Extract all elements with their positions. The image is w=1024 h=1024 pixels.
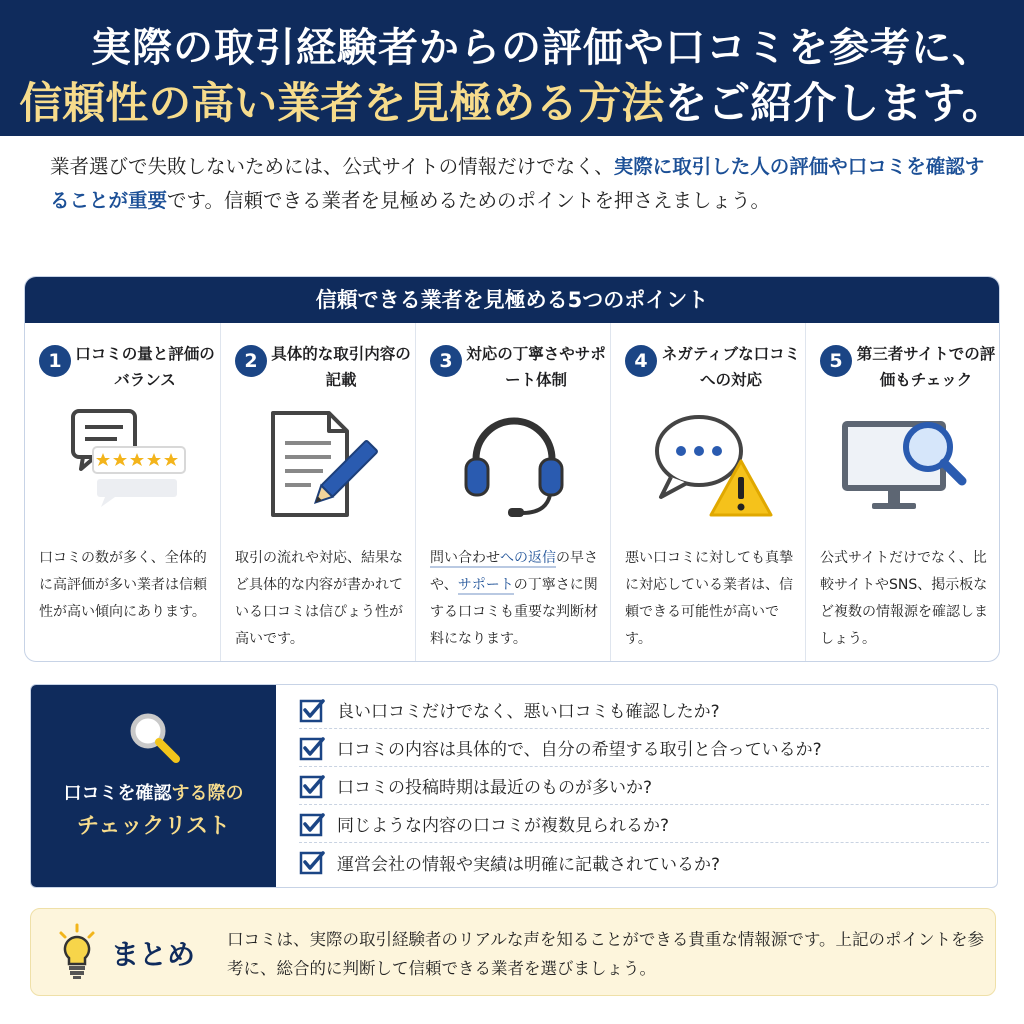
checkbox-checked-icon [299,811,325,837]
checkbox-checked-icon [299,697,325,723]
header-highlight: 信頼性の高い業者を見極める方法 [19,79,665,129]
header-banner [0,0,1024,136]
checklist-item: 口コミの内容は具体的で、自分の希望する取引と合っているか? [299,729,989,767]
monitor-search-icon [836,407,971,522]
point-desc: 悪い口コミに対しても真摯に対応している業者は、信頼できる可能性が高いです。 [625,550,793,647]
checkbox-checked-icon [299,773,325,799]
lightbulb-icon [57,923,97,981]
summary-text: 口コミは、実際の取引経験者のリアルな声を知ることができる貴重な情報源です。上記のポイントを参考に、総合的に判断して信頼できる業者を選びましょう。 [227,930,985,978]
magnifier-icon [126,709,182,765]
header-line2-rest: をご紹介します。 [664,79,1005,129]
point-number: 4 [625,345,657,377]
point-number: 1 [39,345,71,377]
checklist-title: チェックリスト [77,814,230,839]
checklist-items [299,691,989,881]
warning-bubble-icon [641,407,776,522]
checklist-item: 良い口コミだけでなく、悪い口コミも確認したか? [299,691,989,729]
point-4 [610,323,805,662]
checklist-panel [30,684,998,888]
summary-box [30,908,996,996]
point-title: ネガティブな口コミへの対応 [661,345,801,389]
points-title: 信頼できる業者を見極める5つのポイント [25,277,999,323]
intro-text [50,150,990,218]
point-desc: 公式サイトだけでなく、比較サイトやSNS、掲示板など複数の情報源を確認しましょう。 [820,550,988,647]
checklist-item: 運営会社の情報や実績は明確に記載されているか? [299,843,989,881]
point-title: 口コミの量と評価のバランス [75,345,215,389]
checklist-item: 同じような内容の口コミが複数見られるか? [299,805,989,843]
intro-highlight: 実際に取引した人の評価や口コミを確認することが重要 [50,155,985,212]
point-3 [415,323,610,662]
checklist-subtitle: 口コミを確認する際の [63,783,244,804]
review-stars-icon [55,407,190,522]
header-line2 [0,70,1024,131]
point-desc: 口コミの数が多く、全体的に高評価が多い業者は信頼性が高い傾向にあります。 [39,550,207,620]
document-pen-icon [251,407,386,522]
point-desc: 問い合わせへの返信の早さや、サポートの丁寧さに関する口コミも重要な判断材料になります。 [430,550,598,647]
point-number: 3 [430,345,462,377]
point-number: 2 [235,345,267,377]
checklist-item: 口コミの投稿時期は最近のものが多いか? [299,767,989,805]
point-5 [805,323,1000,662]
point-desc: 取引の流れや対応、結果など具体的な内容が書かれている口コミは信ぴょう性が高いです。 [235,550,403,647]
intro-part1: 業者選びで失敗しないためには、公式サイトの情報だけでなく、 [50,155,614,178]
point-number: 5 [820,345,852,377]
checkbox-checked-icon [299,735,325,761]
checklist-side [31,685,276,888]
intro-part2: です。信頼できる業者を見極めるためのポイントを押さえましょう。 [167,189,770,212]
point-title: 具体的な取引内容の記載 [271,345,411,389]
summary-label: まとめ [111,938,196,971]
headset-icon [446,407,581,522]
points-panel [24,276,1000,662]
checkbox-checked-icon [299,849,325,875]
header-line1: 実際の取引経験者からの評価や口コミを参考に、 [91,25,993,71]
point-title: 対応の丁寧さやサポート体制 [466,345,606,389]
point-1 [25,323,220,662]
point-2 [220,323,415,662]
point-title: 第三者サイトでの評価もチェック [856,345,996,389]
